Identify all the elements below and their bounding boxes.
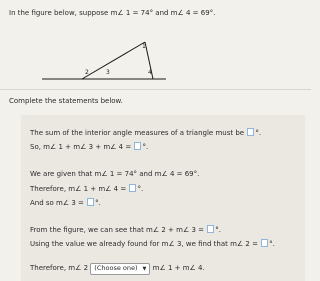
statement-8-suffix: m∠ 1 + m∠ 4. bbox=[152, 264, 205, 272]
angle-label-3: 3 bbox=[106, 69, 110, 76]
statement-1 bbox=[30, 128, 261, 137]
degree-unit: °. bbox=[95, 199, 101, 207]
answer-box-triangle-sum[interactable] bbox=[247, 128, 254, 136]
chevron-down-icon: ▼ bbox=[142, 266, 147, 272]
answer-box-angle3[interactable] bbox=[87, 198, 94, 206]
statement-8-text: Therefore, m∠ 2 bbox=[30, 264, 89, 272]
statement-6-text: From the figure, we can see that m∠ 2 + m∠ 3 = bbox=[30, 226, 204, 234]
triangle-diagram bbox=[0, 0, 311, 90]
statement-2-text: So, m∠ 1 + m∠ 3 + m∠ 4 = bbox=[30, 143, 132, 151]
statement-6 bbox=[30, 225, 221, 234]
degree-unit: °. bbox=[269, 240, 275, 248]
degree-unit: °. bbox=[255, 129, 262, 137]
statement-7 bbox=[30, 239, 275, 248]
statement-8 bbox=[30, 263, 205, 275]
answer-box-angle-sum[interactable] bbox=[134, 142, 141, 150]
statement-4 bbox=[30, 184, 143, 193]
statement-1-text: The sum of the interior angle measures of a triangle must be bbox=[30, 129, 245, 137]
statement-5 bbox=[30, 198, 101, 207]
statement-5-text: And so m∠ 3 = bbox=[30, 199, 84, 207]
triangle-figure bbox=[0, 0, 311, 90]
problem-intro: In the figure below, suppose m∠ 1 = 74° and m∠ 4 = 69°. bbox=[9, 9, 216, 17]
instructions: Complete the statements below. bbox=[9, 97, 123, 105]
angle-label-4: 4 bbox=[148, 69, 152, 76]
comparison-select[interactable] bbox=[90, 263, 150, 275]
answer-box-angle1-plus-angle4[interactable] bbox=[129, 184, 136, 192]
degree-unit: °. bbox=[215, 226, 221, 234]
angle-label-2: 2 bbox=[85, 69, 89, 76]
answer-box-angle2[interactable] bbox=[261, 239, 268, 247]
degree-unit: °. bbox=[142, 143, 149, 151]
statement-4-text: Therefore, m∠ 1 + m∠ 4 = bbox=[30, 185, 127, 193]
statement-3: We are given that m∠ 1 = 74° and m∠ 4 = 69°. bbox=[30, 170, 200, 178]
statement-7-text: Using the value we already found for m∠ 3, we find that m∠ 2 = bbox=[30, 240, 258, 248]
comparison-select-value: (Choose one) bbox=[94, 264, 138, 272]
angle-label-1: 1 bbox=[142, 43, 146, 50]
left-side bbox=[82, 42, 145, 79]
degree-unit: °. bbox=[137, 185, 144, 193]
answer-box-angle2-plus-angle3[interactable] bbox=[207, 225, 214, 233]
divider bbox=[0, 89, 311, 90]
statement-2 bbox=[30, 142, 148, 151]
